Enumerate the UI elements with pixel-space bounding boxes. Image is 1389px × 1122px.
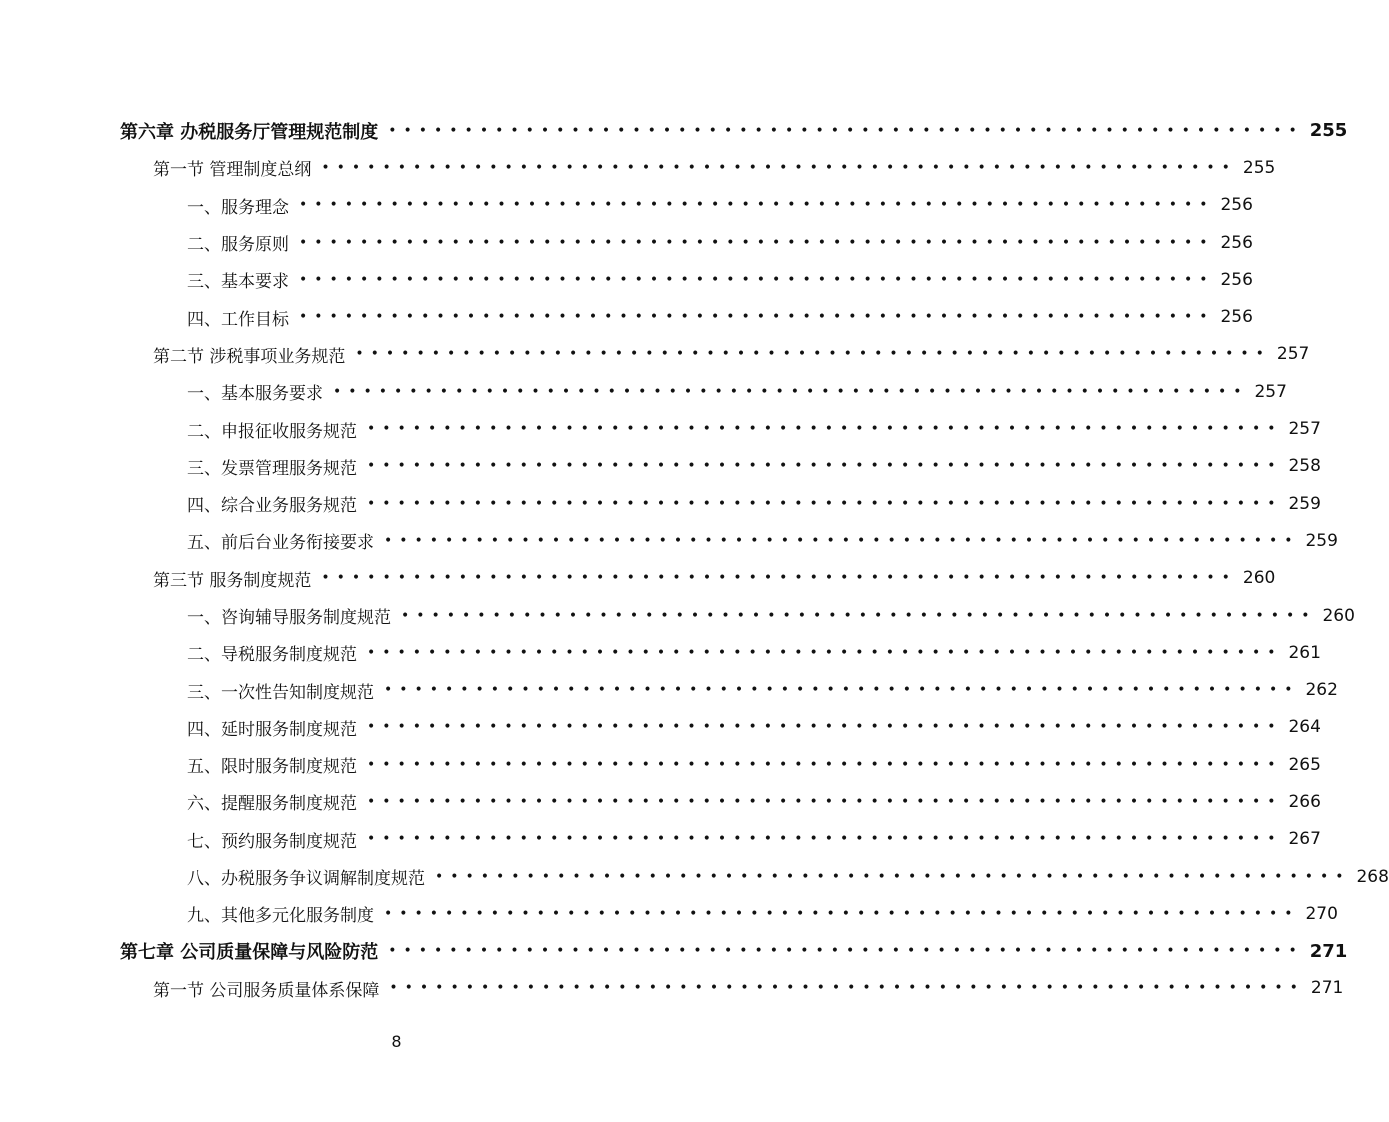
toc-entry-title: 二、申报征收服务规范 (187, 421, 357, 442)
toc-leader-dots: •••••••••••••••••••••••••••••••••••••••••••••••••••••••••••• (299, 197, 1215, 214)
toc-section-entry[interactable] (0, 560, 1276, 597)
toc-subsection-entry[interactable] (0, 746, 1321, 783)
toc-leader-dots: •••••••••••••••••••••••••••••••••••••••••••••••••••••••••••• (367, 421, 1283, 438)
toc-entry-page: 255 (1242, 157, 1276, 178)
toc-subsection-entry[interactable] (0, 671, 1338, 708)
toc-leader-dots: •••••••••••••••••••••••••••••••••••••••••••••••••••••••••••• (367, 458, 1283, 475)
toc-leader-dots: •••••••••••••••••••••••••••••••••••••••••••••••••••••••••••• (333, 383, 1249, 400)
toc-entry-page: 256 (1220, 269, 1253, 290)
toc-leader-dots: •••••••••••••••••••••••••••••••••••••••••••••••••••••••••••• (299, 234, 1215, 251)
toc-subsection-entry[interactable] (0, 709, 1321, 746)
toc-entry-page: 267 (1288, 829, 1321, 850)
toc-leader-dots: •••••••••••••••••••••••••••••••••••••••••••••••••••••••••••• (367, 831, 1283, 848)
toc-entry-title: 第三节 服务制度规范 (153, 570, 312, 591)
toc-entry-page: 257 (1254, 381, 1287, 402)
table-of-contents (0, 112, 1389, 1007)
toc-entry-title: 第一节 公司服务质量体系保障 (153, 980, 380, 1001)
toc-leader-dots: •••••••••••••••••••••••••••••••••••••••••••••••••••••••••••• (367, 719, 1283, 736)
toc-entry-page: 255 (1309, 120, 1348, 142)
toc-leader-dots: •••••••••••••••••••••••••••••••••••••••••••••••••••••••••••• (299, 271, 1215, 288)
toc-entry-title: 五、前后台业务衔接要求 (187, 533, 374, 554)
toc-entry-title: 一、基本服务要求 (187, 384, 323, 405)
toc-subsection-entry[interactable] (0, 634, 1321, 671)
toc-leader-dots: •••••••••••••••••••••••••••••••••••••••••••••••••••••••••••• (384, 532, 1300, 549)
toc-section-entry[interactable] (0, 149, 1276, 186)
toc-entry-page: 265 (1288, 754, 1321, 775)
toc-entry-title: 八、办税服务争议调解制度规范 (187, 869, 425, 890)
toc-entry-page: 260 (1322, 605, 1355, 626)
toc-entry-page: 259 (1305, 530, 1338, 551)
toc-leader-dots: •••••••••••••••••••••••••••••••••••••••••••••••••••••••••••• (388, 943, 1304, 960)
toc-entry-page: 266 (1288, 791, 1321, 812)
toc-section-entry[interactable] (0, 336, 1310, 373)
toc-entry-page: 257 (1288, 419, 1321, 440)
toc-entry-title: 五、限时服务制度规范 (187, 757, 357, 778)
toc-entry-page: 257 (1276, 344, 1310, 365)
toc-entry-title: 第七章 公司质量保障与风险防范 (120, 942, 379, 964)
toc-entry-title: 二、导税服务制度规范 (187, 645, 357, 666)
toc-entry-page: 259 (1288, 493, 1321, 514)
toc-entry-title: 第二节 涉税事项业务规范 (153, 346, 346, 367)
toc-subsection-entry[interactable] (0, 187, 1253, 224)
toc-entry-page: 256 (1220, 307, 1253, 328)
toc-entry-title: 二、服务原则 (187, 235, 289, 256)
toc-entry-page: 261 (1288, 642, 1321, 663)
toc-entry-title: 一、咨询辅导服务制度规范 (187, 608, 391, 628)
toc-leader-dots: •••••••••••••••••••••••••••••••••••••••••••••••••••••••••••• (389, 980, 1305, 997)
toc-leader-dots: •••••••••••••••••••••••••••••••••••••••••••••••••••••••••••• (321, 570, 1237, 587)
toc-entry-title: 七、预约服务制度规范 (187, 831, 357, 852)
toc-subsection-entry[interactable] (0, 298, 1253, 335)
toc-entry-title: 九、其他多元化服务制度 (187, 906, 374, 927)
toc-leader-dots: •••••••••••••••••••••••••••••••••••••••••••••••••••••••••••• (355, 346, 1271, 363)
toc-entry-page: 271 (1309, 940, 1348, 962)
toc-leader-dots: •••••••••••••••••••••••••••••••••••••••••••••••••••••••••••• (367, 644, 1283, 661)
toc-entry-page: 256 (1220, 195, 1253, 216)
toc-entry-title: 六、提醒服务制度规范 (187, 794, 357, 815)
toc-leader-dots: •••••••••••••••••••••••••••••••••••••••••••••••••••••••••••• (367, 793, 1283, 810)
toc-subsection-entry[interactable] (0, 858, 1389, 895)
toc-entry-title: 三、发票管理服务规范 (187, 458, 357, 479)
toc-subsection-entry[interactable] (0, 597, 1355, 634)
toc-subsection-entry[interactable] (0, 224, 1253, 261)
toc-entry-page: 258 (1288, 456, 1321, 477)
toc-entry-page: 264 (1288, 717, 1321, 738)
toc-leader-dots: •••••••••••••••••••••••••••••••••••••••••••••••••••••••••••• (384, 905, 1300, 922)
toc-entry-page: 268 (1356, 866, 1389, 887)
toc-leader-dots: •••••••••••••••••••••••••••••••••••••••••••••••••••••••••••• (435, 868, 1351, 885)
toc-leader-dots: •••••••••••••••••••••••••••••••••••••••••••••••••••••••••••• (401, 607, 1317, 624)
toc-subsection-entry[interactable] (0, 821, 1321, 858)
toc-entry-title: 四、延时服务制度规范 (187, 719, 357, 740)
toc-entry-title: 三、基本要求 (187, 272, 289, 293)
toc-entry-title: 第一节 管理制度总纲 (153, 160, 312, 181)
toc-entry-page: 271 (1310, 978, 1344, 999)
toc-entry-page: 270 (1305, 903, 1338, 924)
toc-leader-dots: •••••••••••••••••••••••••••••••••••••••••••••••••••••••••••• (367, 495, 1283, 512)
toc-leader-dots: •••••••••••••••••••••••••••••••••••••••••••••••••••••••••••• (321, 159, 1237, 176)
toc-section-entry[interactable] (0, 970, 1344, 1007)
toc-subsection-entry[interactable] (0, 373, 1287, 410)
toc-chapter-entry[interactable] (0, 933, 1348, 970)
toc-entry-page: 256 (1220, 232, 1253, 253)
toc-entry-title: 第六章 办税服务厅管理规范制度 (120, 121, 379, 143)
toc-subsection-entry[interactable] (0, 410, 1321, 447)
toc-leader-dots: •••••••••••••••••••••••••••••••••••••••••••••••••••••••••••• (367, 756, 1283, 773)
toc-entry-page: 260 (1242, 568, 1276, 589)
toc-entry-title: 四、综合业务服务规范 (187, 496, 357, 517)
toc-subsection-entry[interactable] (0, 895, 1338, 932)
toc-entry-title: 三、一次性告知制度规范 (187, 682, 374, 703)
page-number: 8 (391, 1032, 402, 1051)
toc-subsection-entry[interactable] (0, 522, 1338, 559)
toc-entry-page: 262 (1305, 680, 1338, 701)
toc-subsection-entry[interactable] (0, 783, 1321, 820)
toc-leader-dots: •••••••••••••••••••••••••••••••••••••••••••••••••••••••••••• (299, 309, 1215, 326)
toc-leader-dots: •••••••••••••••••••••••••••••••••••••••••••••••••••••••••••• (388, 122, 1304, 139)
toc-entry-title: 四、工作目标 (187, 309, 289, 330)
toc-subsection-entry[interactable] (0, 485, 1321, 522)
toc-subsection-entry[interactable] (0, 448, 1321, 485)
toc-entry-title: 一、服务理念 (187, 197, 289, 218)
toc-subsection-entry[interactable] (0, 261, 1253, 298)
toc-chapter-entry[interactable] (0, 112, 1348, 149)
toc-leader-dots: •••••••••••••••••••••••••••••••••••••••••••••••••••••••••••• (384, 682, 1300, 699)
